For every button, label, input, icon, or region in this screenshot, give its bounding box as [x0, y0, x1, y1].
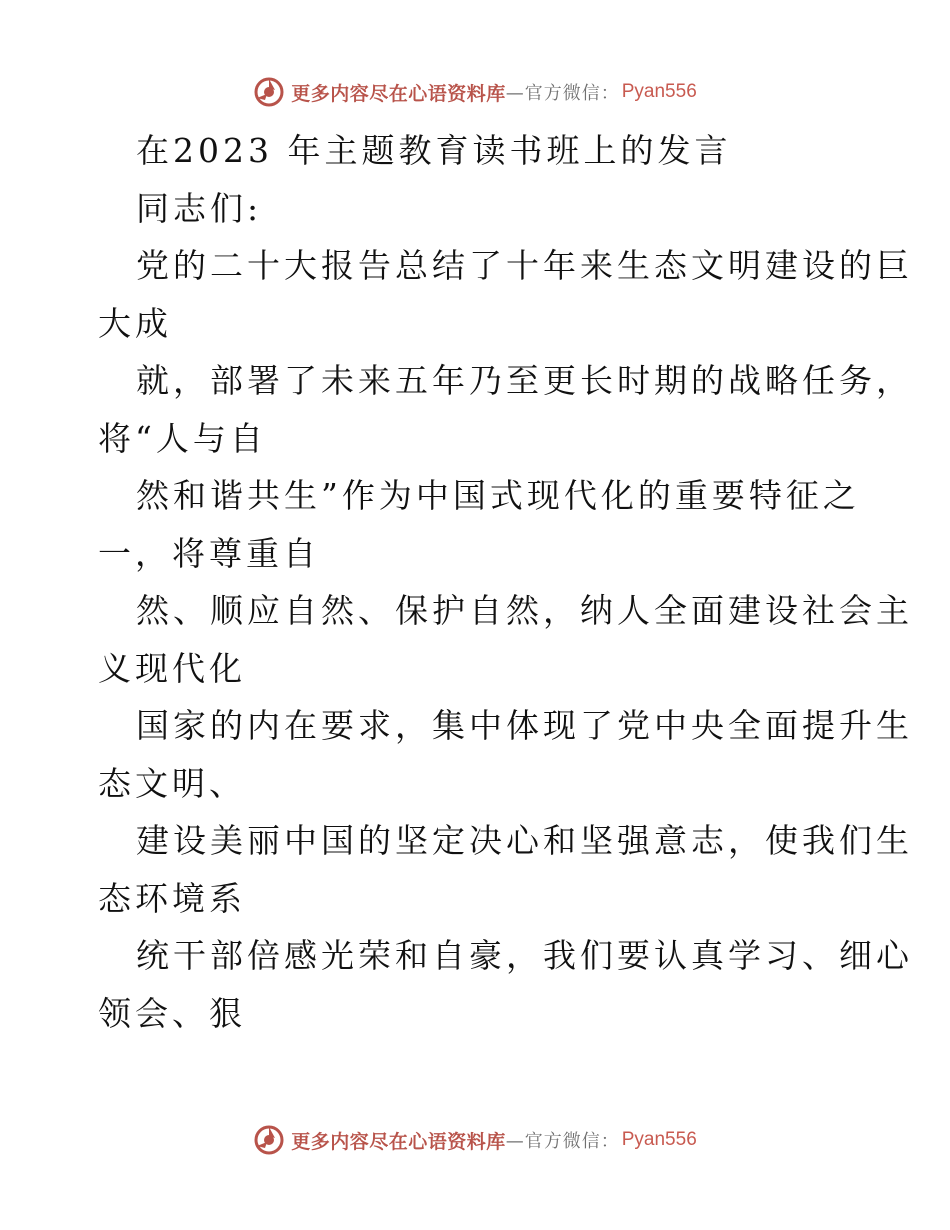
text-line: 国家的内在要求，集中体现了党中央全面提升生	[136, 706, 913, 745]
text-line: 态文明、	[98, 763, 246, 803]
text-line: 将“人与自	[98, 418, 267, 458]
text-line: 义现代化	[98, 648, 246, 688]
watermark-brand-text: 更多内容尽在心语资料库	[291, 1130, 506, 1153]
text-line: 领会、狠	[98, 993, 246, 1033]
document-title: 在2023 年主题教育读书班上的发言	[136, 131, 732, 170]
text-line: 就，部署了未来五年乃至更长时期的战略任务，	[136, 361, 913, 400]
text-line: 然和谐共生”作为中国式现代化的重要特征之	[136, 476, 860, 515]
text-line: 建设美丽中国的坚定决心和坚强意志，使我们生	[136, 821, 913, 860]
text-line: 然、顺应自然、保护自然，纳人全面建设社会主	[136, 591, 913, 630]
text-line: 一，将尊重自	[98, 533, 320, 573]
text-line: 态环境系	[98, 878, 246, 918]
document-body	[98, 122, 913, 1042]
footer-watermark	[0, 1120, 950, 1160]
watermark-wechat-id: Pyan556	[621, 1129, 697, 1150]
brand-logo-icon	[253, 76, 285, 108]
watermark-wechat-id: Pyan556	[621, 81, 697, 102]
watermark-official-label: —官方微信：	[505, 1131, 620, 1152]
watermark-official-label: —官方微信：	[505, 83, 620, 104]
text-line: 统干部倍感光荣和自豪，我们要认真学习、细心	[136, 936, 913, 975]
header-watermark	[0, 72, 950, 112]
text-line: 大成	[98, 303, 172, 343]
salutation: 同志们:	[136, 188, 263, 228]
watermark-brand-text: 更多内容尽在心语资料库	[291, 82, 506, 105]
brand-logo-icon	[253, 1124, 285, 1156]
text-line: 党的二十大报告总结了十年来生态文明建设的巨	[136, 246, 913, 285]
